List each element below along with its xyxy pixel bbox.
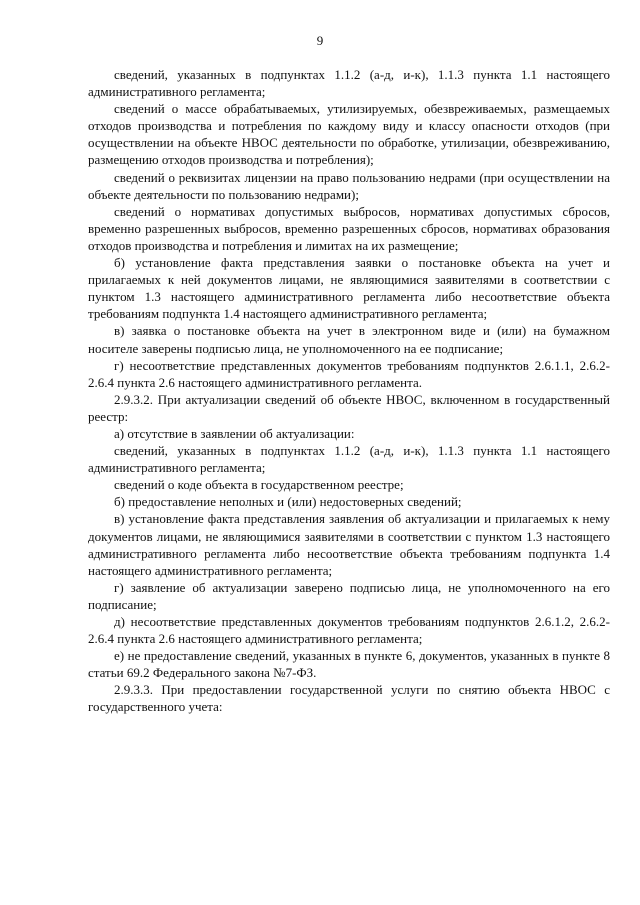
paragraph: б) установление факта представления заявки о постановке объекта на учет и прилагаемых к ней документов лицами, не являющимися заявителями в соответствии с пунктом 1.3 настоящего административного регламента либо несоответствие объекта требованиям подпункта 1.4 настоящего административного регламента;	[88, 255, 610, 322]
paragraph: д) несоответствие представленных документов требованиям подпунктов 2.6.1.2, 2.6.2-2.6.4 пункта 2.6 настоящего административного регламента;	[88, 614, 610, 647]
paragraph: сведений о реквизитах лицензии на право пользованию недрами (при осуществлении на объекте деятельности по пользованию недрами);	[88, 169, 610, 202]
paragraph: в) установление факта представления заявления об актуализации и прилагаемых к нему документов лицами, не являющимися заявителями в соответствии с пунктом 1.3 настоящего административного регламента либо несоответствие объекта требованиям подпункта 1.4 настоящего административного регламента;	[88, 511, 610, 578]
paragraph: сведений, указанных в подпунктах 1.1.2 (а-д, и-к), 1.1.3 пункта 1.1 настоящего административного регламента;	[88, 67, 610, 100]
paragraph: е) не предоставление сведений, указанных в пункте 6, документов, указанных в пункте 8 статьи 69.2 Федерального закона №7-ФЗ.	[88, 648, 610, 681]
paragraph: г) несоответствие представленных документов требованиям подпунктов 2.6.1.1, 2.6.2-2.6.4 пункта 2.6 настоящего административного регламента.	[88, 357, 610, 390]
paragraph: г) заявление об актуализации заверено подписью лица, не уполномоченного на его подписание;	[88, 579, 610, 612]
paragraph: а) отсутствие в заявлении об актуализации:	[114, 425, 355, 441]
paragraph: в) заявка о постановке объекта на учет в электронном виде и (или) на бумажном носителе заверены подписью лица, не уполномоченного на ее подписание;	[88, 323, 610, 356]
page-number: 9	[316, 33, 324, 48]
document-body	[88, 66, 610, 716]
paragraph: сведений о нормативах допустимых выбросов, нормативах допустимых сбросов, временно разрешенных выбросов, временно разрешенных сбросов, нормативах образования отходов производства и потребления и лимитах на их размещение;	[88, 203, 610, 253]
paragraph: 2.9.3.3. При предоставлении государственной услуги по снятию объекта НВОС с государственного учета:	[88, 682, 610, 715]
paragraph: сведений о массе обрабатываемых, утилизируемых, обезвреживаемых, размещаемых отходов производства и потребления по каждому виду и классу опасности отходов (при осуществлении на объекте НВОС деятельности по обработке, утилизации, обезвреживанию, размещению отходов производства и потребления);	[88, 101, 610, 168]
paragraph: б) предоставление неполных и (или) недостоверных сведений;	[114, 494, 462, 510]
paragraph: сведений, указанных в подпунктах 1.1.2 (а-д, и-к), 1.1.3 пункта 1.1 настоящего административного регламента;	[88, 443, 610, 476]
paragraph: 2.9.3.2. При актуализации сведений об объекте НВОС, включенном в государственный реестр:	[88, 391, 610, 424]
paragraph: сведений о коде объекта в государственном реестре;	[114, 477, 404, 493]
